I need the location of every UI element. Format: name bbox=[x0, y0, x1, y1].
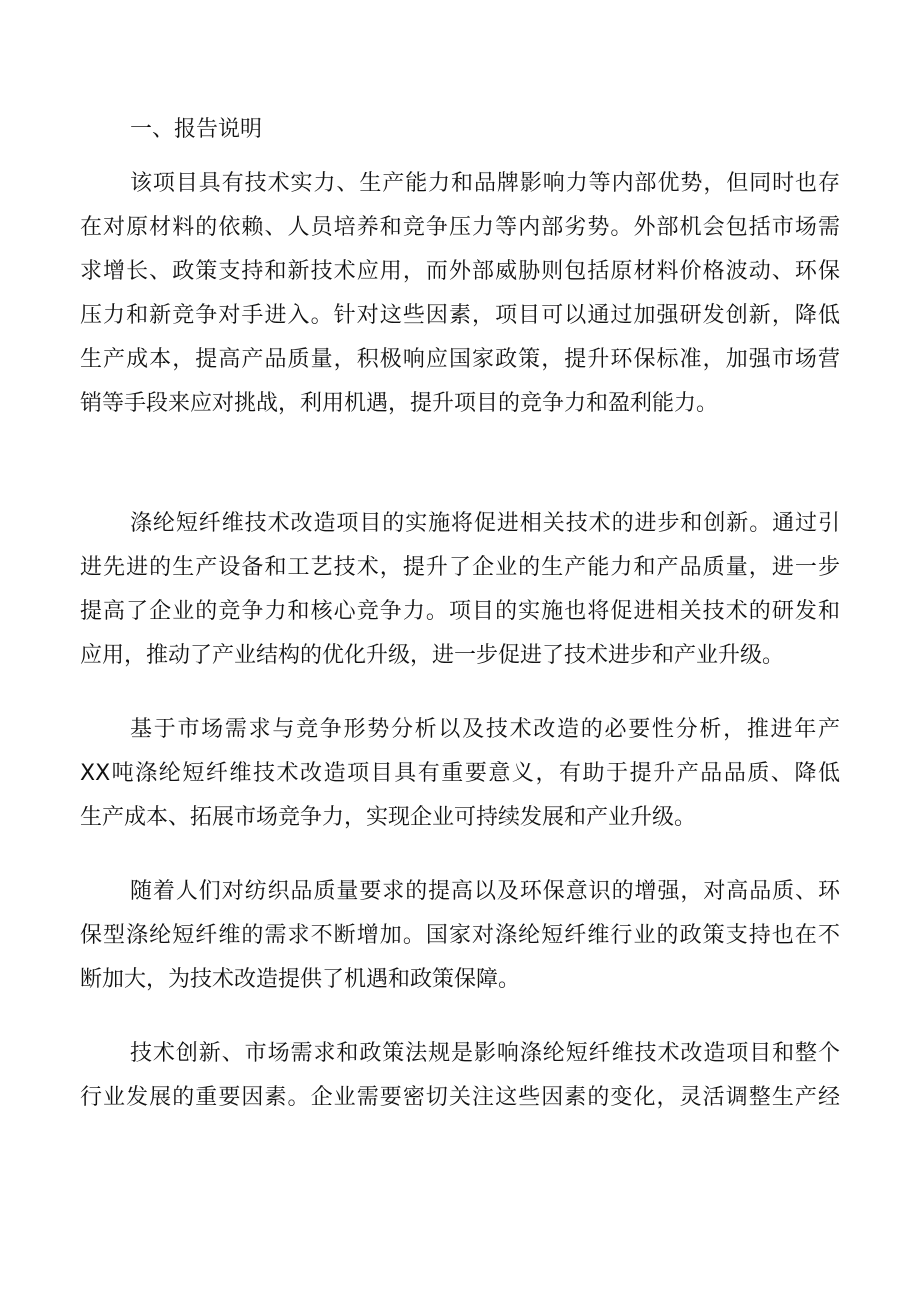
paragraph-line: 基于市场需求与竞争形势分析以及技术改造的必要性分析，推进年产 bbox=[130, 717, 840, 742]
paragraph-line: 压力和新竞争对手进入。针对这些因素，项目可以通过加强研发创新，降低 bbox=[80, 303, 840, 328]
paragraph-line: 求增长、政策支持和新技术应用，而外部威胁则包括原材料价格波动、环保 bbox=[80, 259, 840, 284]
paragraph-line: 进先进的生产设备和工艺技术，提升了企业的生产能力和产品质量，进一步 bbox=[80, 555, 840, 580]
paragraph-technical-progress bbox=[80, 506, 840, 674]
paragraph-line: 涤纶短纤维技术改造项目的实施将促进相关技术的进步和创新。通过引 bbox=[130, 511, 840, 536]
paragraph-significance bbox=[80, 712, 840, 836]
paragraph-key-factors bbox=[80, 1036, 840, 1116]
paragraph-line: 生产成本，提高产品质量，积极响应国家政策，提升环保标准，加强市场营 bbox=[80, 347, 840, 372]
paragraph-line: 提高了企业的竞争力和核心竞争力。项目的实施也将促进相关技术的研发和 bbox=[80, 599, 840, 624]
paragraph-line: 断加大，为技术改造提供了机遇和政策保障。 bbox=[80, 967, 521, 992]
paragraph-line: 技术创新、市场需求和政策法规是影响涤纶短纤维技术改造项目和整个 bbox=[130, 1041, 840, 1066]
paragraph-line: 应用，推动了产业结构的优化升级，进一步促进了技术进步和产业升级。 bbox=[80, 643, 785, 668]
paragraph-line: 行业发展的重要因素。企业需要密切关注这些因素的变化，灵活调整生产经 bbox=[80, 1085, 840, 1110]
paragraph-line: 该项目具有技术实力、生产能力和品牌影响力等内部优势，但同时也存 bbox=[130, 171, 840, 196]
paragraph-line: 生产成本、拓展市场竞争力，实现企业可持续发展和产业升级。 bbox=[80, 805, 697, 830]
paragraph-line: 保型涤纶短纤维的需求不断增加。国家对涤纶短纤维行业的政策支持也在不 bbox=[80, 923, 840, 948]
paragraph-market-demand bbox=[80, 874, 840, 998]
paragraph-line: 销等手段来应对挑战，利用机遇，提升项目的竞争力和盈利能力。 bbox=[80, 391, 719, 416]
paragraph-line: 随着人们对纺织品质量要求的提高以及环保意识的增强，对高品质、环 bbox=[130, 879, 840, 904]
paragraph-line: XX吨涤纶短纤维技术改造项目具有重要意义，有助于提升产品品质、降低 bbox=[80, 761, 840, 786]
paragraph-report-summary bbox=[80, 166, 840, 422]
section-heading: 一、报告说明 bbox=[130, 117, 263, 142]
paragraph-line: 在对原材料的依赖、人员培养和竞争压力等内部劣势。外部机会包括市场需 bbox=[80, 215, 840, 240]
